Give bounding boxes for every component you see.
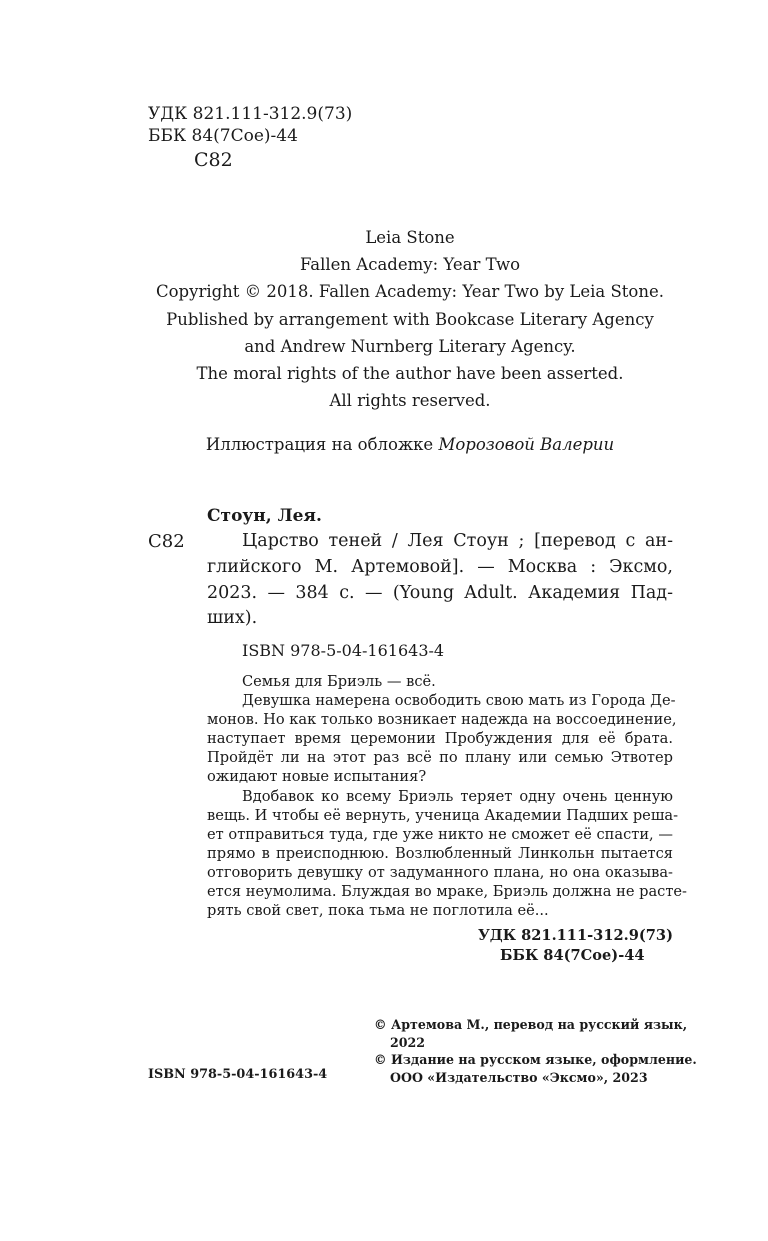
annotation — [207, 672, 687, 920]
bbk-code: ББК 84(7Сое)-44 — [148, 126, 298, 146]
annotation-line: вещь. И чтобы её вернуть, ученица Академии Падших реша- — [207, 806, 679, 824]
udk-code-bold: УДК 821.111-312.9(73) — [477, 927, 673, 944]
published-line-1: Published by arrangement with Bookcase Literary Agency — [166, 309, 654, 329]
isbn-bottom: ISBN 978-5-04-161643-4 — [148, 1067, 328, 1082]
annotation-line: рять свой свет, пока тьма не поглотила её... — [207, 902, 549, 920]
annotation-line: прямо в преисподнюю. Возлюбленный Линкольн пытается — [207, 844, 673, 862]
annotation-line: монов. Но как только возникает надежда на воссоединение, — [207, 711, 677, 729]
annotation-line: Девушка намерена освободить свою мать из Города Де- — [242, 692, 676, 710]
annotation-line: Семья для Бриэль — всё. — [242, 673, 436, 690]
udk-code: УДК 821.111-312.9(73) — [148, 104, 353, 124]
annotation-line: ется неумолима. Блуждая во мраке, Бриэль должна не расте- — [207, 883, 687, 901]
card-desc-line: глийского М. Артемовой]. — Москва : Эксмо, — [207, 556, 673, 577]
published-line-2: and Andrew Nurnberg Literary Agency. — [244, 336, 576, 356]
card-desc-line: Царство теней / Лея Стоун ; [перевод с ан- — [242, 531, 673, 551]
card-author-mark: С82 — [148, 531, 185, 552]
card-desc-line: ших). — [207, 608, 258, 629]
translation-copyright-year: 2022 — [390, 1034, 426, 1050]
annotation-line: отговорить девушку от задуманного плана, но она оказыва- — [207, 863, 673, 881]
card-description — [207, 529, 673, 632]
annotation-line: Вдобавок ко всему Бриэль теряет одну очень ценную — [242, 787, 673, 805]
card-author: Стоун, Лея. — [207, 506, 322, 526]
annotation-line: ет отправиться туда, где уже никто не сможет её спасти, — — [207, 825, 673, 843]
moral-rights-line: The moral rights of the author have been asserted. — [196, 364, 624, 384]
original-author: Leia Stone — [365, 228, 455, 247]
annotation-line: Пройдёт ли на этот раз всё по плану или семью Этвотер — [207, 749, 673, 767]
illustration-prefix: Иллюстрация на обложке — [205, 435, 439, 454]
translation-copyright: © Артемова М., перевод на русский язык, — [374, 1017, 688, 1032]
illustration-credit — [100, 433, 720, 457]
card-desc-line: 2023. — 384 с. — (Young Adult. Академия Пад- — [207, 582, 673, 603]
original-title: Fallen Academy: Year Two — [299, 255, 521, 275]
bbk-code-bold: ББК 84(7Сое)-44 — [500, 947, 645, 964]
illustration-artist: Морозовой Валерии — [438, 435, 615, 454]
copyright-line: Copyright © 2018. Fallen Academy: Year Two by Leia Stone. — [156, 282, 664, 302]
annotation-line: ожидают новые испытания? — [207, 768, 427, 786]
annotation-line: наступает время церемонии Пробуждения для её брата. — [207, 730, 673, 748]
edition-copyright-publisher: ООО «Издательство «Эксмо», 2023 — [390, 1069, 648, 1085]
copyright-notes — [374, 1016, 697, 1086]
rights-reserved-line: All rights reserved. — [329, 391, 491, 411]
card-isbn: ISBN 978-5-04-161643-4 — [242, 641, 445, 660]
copyright-block — [100, 224, 720, 414]
author-mark: С82 — [194, 149, 233, 171]
edition-copyright: © Издание на русском языке, оформление. — [374, 1052, 697, 1068]
